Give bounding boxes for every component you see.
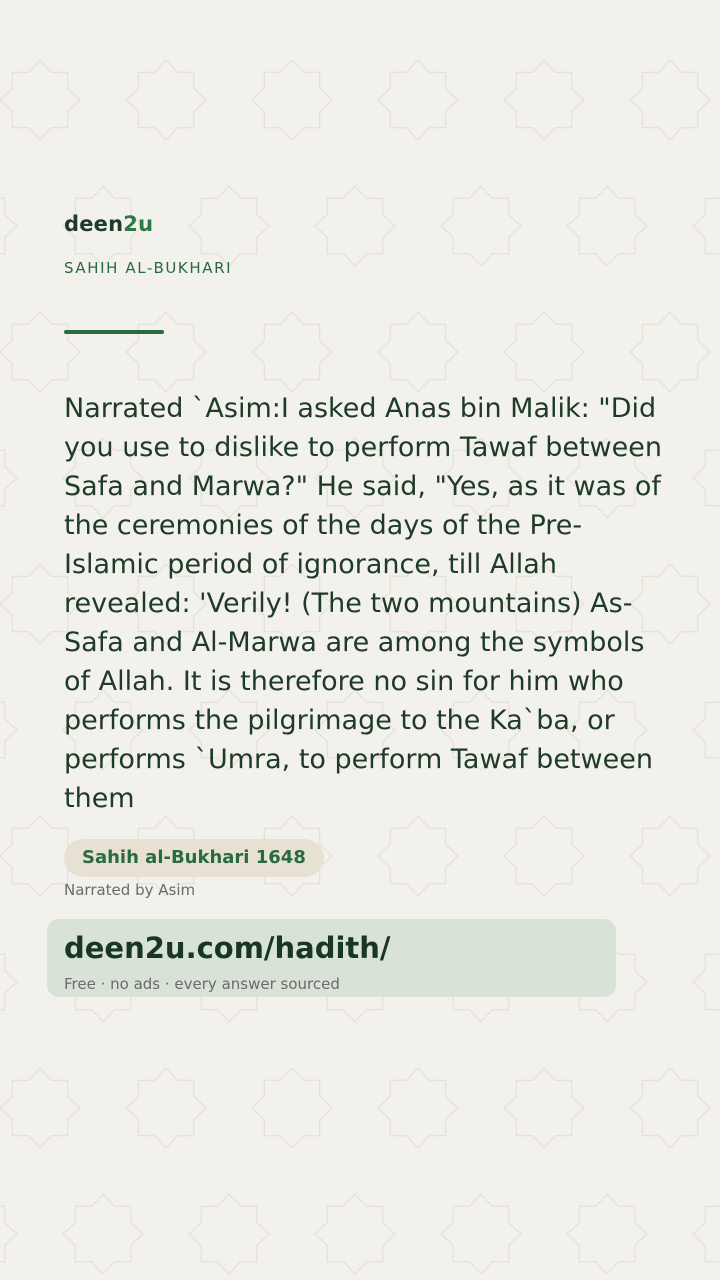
- reference-badge: Sahih al-Bukhari 1648: [64, 839, 324, 877]
- brand-name-accent: 2u: [123, 212, 154, 236]
- divider: [64, 330, 164, 334]
- cta-url-link[interactable]: deen2u.com/hadith/: [64, 931, 391, 965]
- collection-label: SAHIH AL-BUKHARI: [64, 259, 233, 277]
- cta-tagline: Free · no ads · every answer sourced: [64, 975, 340, 993]
- brand-name-main: deen: [64, 212, 124, 236]
- narrator-label: Narrated by Asim: [64, 881, 196, 899]
- brand-logo: [64, 212, 153, 236]
- hadith-text: Narrated `Asim:I asked Anas bin Malik: "Did you use to dislike to perform Tawaf between Safa and Marwa?" He said, "Yes, as it was of the ceremonies of the days of the Pre-Islamic period of ignorance, till Allah revealed: 'Verily! (The two mountains) As-Safa and Al-Marwa are among the symbols of Allah. It is therefore no sin for him who performs the pilgrimage to the Ka`ba, or performs `Umra, to perform Tawaf between them: [64, 393, 662, 814]
- cta-box[interactable]: [47, 919, 616, 997]
